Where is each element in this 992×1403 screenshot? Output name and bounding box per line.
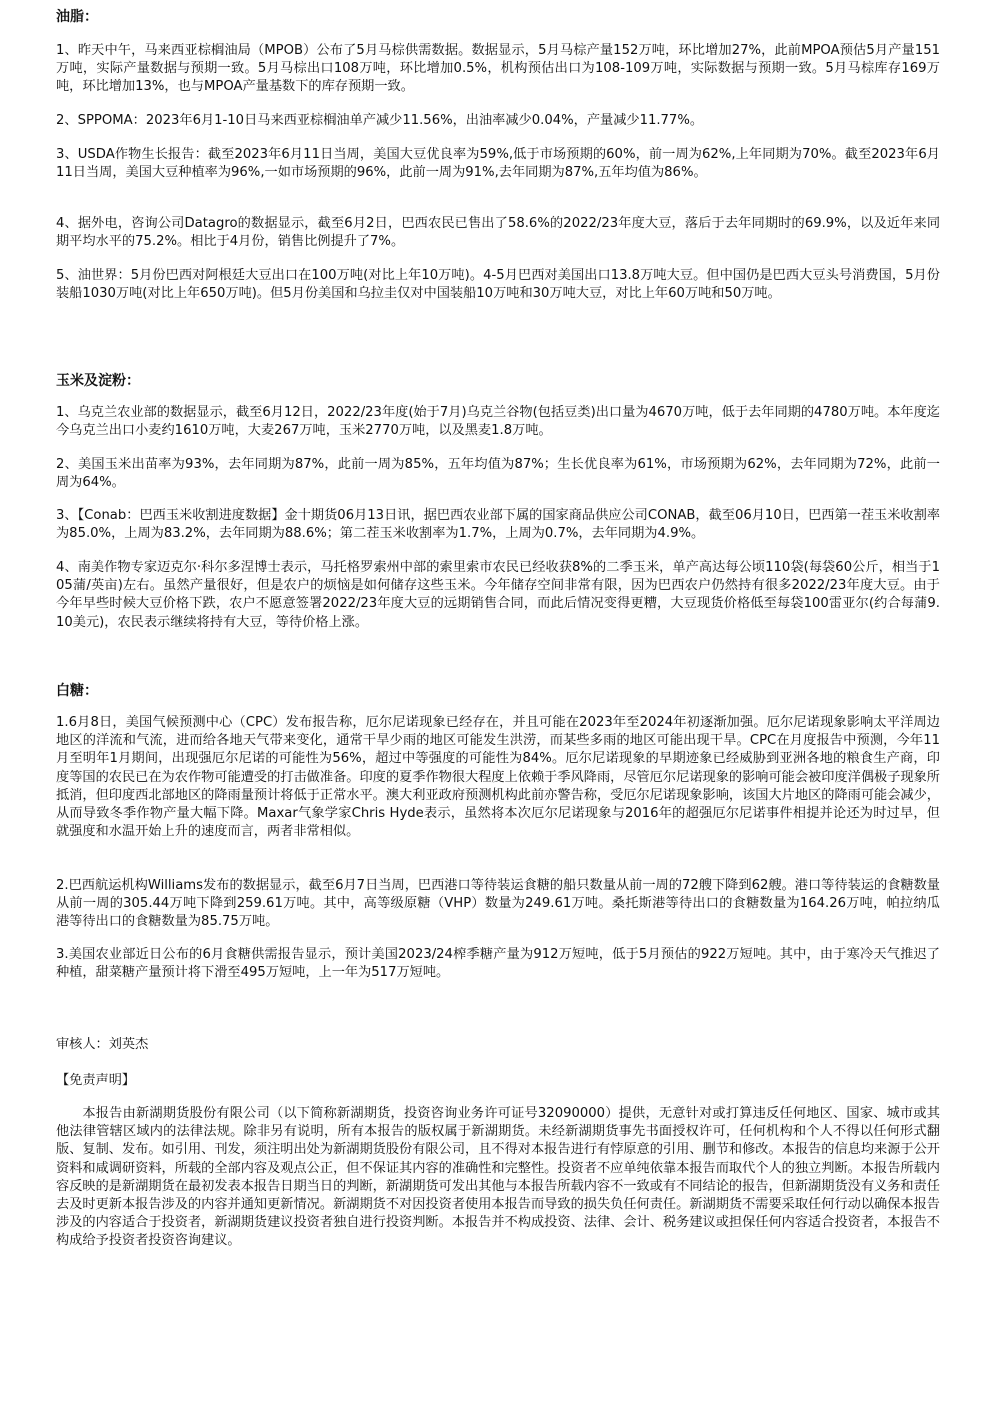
oils-paragraph-2: 2、SPPOMA：2023年6月1-10日马来西亚棕榈油单产减少11.56%，出油率减少0.04%，产量减少11.77%。 — [56, 113, 704, 128]
corn-paragraph-2: 2、美国玉米出苗率为93%，去年同期为87%，此前一周为85%，五年均值为87%；生长优良率为61%，市场预期为62%，去年同期为72%，此前一周为64%。 — [56, 457, 940, 491]
sugar-paragraph-1: 1.6月8日，美国气候预测中心（CPC）发布报告称，厄尔尼诺现象已经存在，并且可能在2023年至2024年初逐渐加强。厄尔尼诺现象影响太平洋周边地区的洋流和气流，进而给各地天气带来变化，通常干旱少雨的地区可能发生洪涝，而某些多雨的地区可能出现干旱。CPC在月度报告中预测，今年11月至明年1月期间，出现强厄尔尼诺的可能性为56%，超过中等强度的可能性为84%。厄尔尼诺现象的早期迹象已经威胁到亚洲各地的粮食生产商，印度等国的农民已在为农作物可能遭受的打击做准备。印度的夏季作物很大程度上依赖于季风降雨，尽管厄尔尼诺现象的影响可能会被印度洋偶极子现象所抵消，但印度西北部地区的降雨量预计将低于正常水平。澳大利亚政府预测机构此前亦警告称，受厄尔尼诺现象影响，该国大片地区的降雨可能会减少，从而导致冬季作物产量大幅下降。Maxar气象学家Chris Hyde表示，虽然将本次厄尔尼诺现象与2016年的超强厄尔尼诺事件相提并论还为时过早，但就强度和水温开始上升的速度而言，两者非常相似。 — [56, 715, 940, 840]
oils-paragraph-3: 3、USDA作物生长报告：截至2023年6月11日当周，美国大豆优良率为59%,低于市场预期的60%，前一周为62%,上年同期为70%。截至2023年6月11日当周，美国大豆种植率为96%,一如市场预期的96%，此前一周为91%,去年同期为87%,五年均值为86%。 — [56, 147, 940, 181]
corn-paragraph-3: 3、【Conab：巴西玉米收割进度数据】金十期货06月13日讯，据巴西农业部下属的国家商品供应公司CONAB，截至06月10日，巴西第一茬玉米收割率为85.0%，上周为83.2%，去年同期为88.6%；第二茬玉米收割率为1.7%，上周为0.7%，去年同期为4.9%。 — [56, 508, 940, 542]
reviewer-line: 审核人：刘英杰 — [56, 1037, 149, 1052]
sugar-paragraph-2: 2.巴西航运机构Williams发布的数据显示，截至6月7日当周，巴西港口等待装运食糖的船只数量从前一周的72艘下降到62艘。港口等待装运的食糖数量从前一周的305.44万吨下降到259.61万吨。其中，高等级原糖（VHP）数量为249.61万吨。桑托斯港等待出口的食糖数量为164.26万吨，帕拉纳瓜港等待出口的食糖数量为85.75万吨。 — [56, 878, 940, 930]
oils-paragraph-5: 5、油世界：5月份巴西对阿根廷大豆出口在100万吨(对比上年10万吨)。4-5月巴西对美国出口13.8万吨大豆。但中国仍是巴西大豆头号消费国，5月份装船1030万吨(对比上年650万吨)。但5月份美国和乌拉圭仅对中国装船10万吨和30万吨大豆，对比上年60万吨和50万吨。 — [56, 268, 940, 302]
section-title-corn-starch: 玉米及淀粉： — [56, 373, 140, 389]
section-title-sugar: 白糖： — [56, 683, 98, 699]
disclaimer-body: 本报告由新湖期货股份有限公司（以下简称新湖期货，投资咨询业务许可证号32090000）提供，无意针对或打算违反任何地区、国家、城市或其他法律管辖区域内的法律法规。除非另有说明，所有本报告的版权属于新湖期货。未经新湖期货事先书面授权许可，任何机构和个人不得以任何形式翻版、复制、发布。如引用、刊发，须注明出处为新湖期货股份有限公司，且不得对本报告进行有悖原意的引用、删节和修改。本报告的信息均来源于公开资料和咸调研资料，所载的全部内容及观点公正，但不保证其内容的准确性和完整性。投资者不应单纯依靠本报告而取代个人的独立判断。本报告所载内容反映的是新湖期货在最初发表本报告日期当日的判断，新湖期货可发出其他与本报告所载内容不一致或有不同结论的报告，但新湖期货没有义务和责任去及时更新本报告涉及的内容并通知更新情况。新湖期货不对因投资者使用本报告而导致的损失负任何责任。新湖期货不需要采取任何行动以确保本报告涉及的内容适合于投资者，新湖期货建议投资者独自进行投资判断。本报告并不构成投资、法律、会计、税务建议或担保任何内容适合投资者，本报告不构成给予投资者投资咨询建议。 — [56, 1106, 940, 1249]
disclaimer-title: 【免责声明】 — [56, 1073, 136, 1088]
sugar-paragraph-3: 3.美国农业部近日公布的6月食糖供需报告显示，预计美国2023/24榨季糖产量为912万短吨，低于5月预估的922万短吨。其中，由于寒冷天气推迟了种植，甜菜糖产量预计将下滑至495万短吨，上一年为517万短吨。 — [56, 947, 940, 981]
oils-paragraph-4: 4、据外电，咨询公司Datagro的数据显示，截至6月2日，巴西农民已售出了58.6%的2022/23年度大豆，落后于去年同期时的69.9%，以及近年来同期平均水平的75.2%。相比于4月份，销售比例提升了7%。 — [56, 216, 940, 250]
section-title-oils: 油脂： — [56, 9, 98, 25]
oils-paragraph-1: 1、昨天中午，马来西亚棕榈油局（MPOB）公布了5月马棕供需数据。数据显示，5月马棕产量152万吨，环比增加27%，此前MPOA预估5月产量151万吨，实际产量数据与预期一致。5月马棕出口108万吨，环比增加0.5%，机构预估出口为108-109万吨，实际数据与预期一致。5月马棕库存169万吨，环比增加13%，也与MPOA产量基数下的库存预期一致。 — [56, 43, 940, 95]
corn-paragraph-4: 4、南美作物专家迈克尔·科尔多涅博士表示，马托格罗索州中部的索里索市农民已经收获8%的二季玉米，单产高达每公顷110袋(每袋60公斤，相当于105蒲/英亩)左右。虽然产量很好，但是农户的烦恼是如何储存这些玉米。今年储存空间非常有限，因为巴西农户仍然持有很多2022/23年度大豆。由于今年早些时候大豆价格下跌，农户不愿意签署2022/23年度大豆的远期销售合同，而此后情况变得更糟，大豆现货价格低至每袋100雷亚尔(约合每蒲9.10美元)，农民表示继续将持有大豆，等待价格上涨。 — [56, 560, 940, 630]
corn-paragraph-1: 1、乌克兰农业部的数据显示，截至6月12日，2022/23年度(始于7月)乌克兰谷物(包括豆类)出口量为4670万吨，低于去年同期的4780万吨。本年度迄今乌克兰出口小麦约1610万吨，大麦267万吨，玉米2770万吨，以及黑麦1.8万吨。 — [56, 405, 940, 439]
